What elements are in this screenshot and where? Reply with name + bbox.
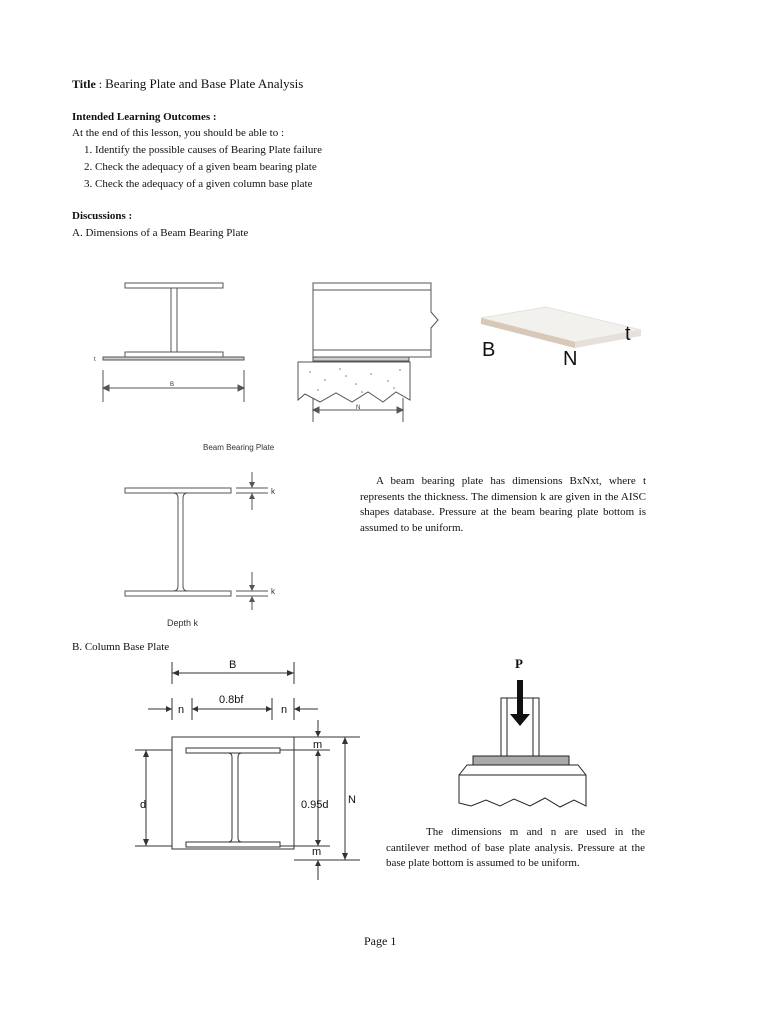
label-0-95d: 0.95d — [301, 799, 329, 811]
plate-label-b: B — [482, 339, 496, 361]
label-n: N — [356, 405, 361, 411]
plate-label-n: N — [563, 348, 578, 370]
outcome-item-3: 3. Check the adequacy of a given column base plate — [84, 178, 313, 190]
base-plate-elevation — [473, 756, 569, 765]
label-m-top: m — [313, 739, 323, 751]
page-number: Page 1 — [364, 934, 397, 948]
paragraph-a: A beam bearing plate has dimensions BxNxt, where t represents the thickness. The dimension k are given in the AISC shapes database. Pressure at the beam bearing plate bottom is assumed to be uniform. — [360, 475, 646, 534]
label-m-bottom: m — [312, 846, 322, 858]
column-top-flange — [186, 748, 280, 753]
load-arrow-shaft — [517, 680, 523, 716]
label-d: d — [140, 799, 147, 811]
plate-label-t: t — [625, 323, 631, 345]
k-bottom-label: k — [271, 587, 275, 596]
d-dimension — [135, 750, 172, 846]
outcome-item-2: 2. Check the adequacy of a given beam bearing plate — [84, 161, 317, 173]
label-b: B — [170, 382, 175, 388]
section-a-heading: A. Dimensions of a Beam Bearing Plate — [72, 227, 249, 239]
column-web — [186, 753, 280, 842]
outcomes-heading: Intended Learning Outcomes : — [72, 111, 217, 123]
label-0-8bf: 0.8bf — [219, 694, 244, 706]
label-N: N — [348, 794, 356, 806]
figure-a-caption: Beam Bearing Plate — [203, 443, 275, 452]
label-P: P — [515, 656, 523, 671]
base-plate — [172, 737, 294, 849]
discussions-heading: Discussions : — [72, 210, 133, 222]
section-b-heading: B. Column Base Plate — [72, 641, 170, 653]
label-n-right: n — [281, 704, 288, 716]
footing — [459, 765, 586, 807]
outcomes-intro: At the end of this lesson, you should be able to : — [72, 127, 285, 139]
title-text: Bearing Plate and Base Plate Analysis — [105, 76, 304, 91]
load-arrow-head — [510, 714, 530, 726]
label-B: B — [229, 659, 237, 671]
paragraph-b: The dimensions m and n are used in the cantilever method of base plate analysis. Pressure at the base plate bottom is assumed to be uniform. — [386, 826, 645, 869]
title-separator: : — [95, 77, 106, 91]
outcome-item-1: 1. Identify the possible causes of Bearing Plate failure — [84, 144, 322, 156]
column-bottom-flange — [186, 842, 280, 847]
k-top-label: k — [271, 487, 275, 496]
title-label: Title — [72, 77, 96, 91]
depth-k-caption: Depth k — [167, 618, 199, 628]
label-t: t — [94, 357, 96, 363]
label-n-left: n — [178, 704, 185, 716]
